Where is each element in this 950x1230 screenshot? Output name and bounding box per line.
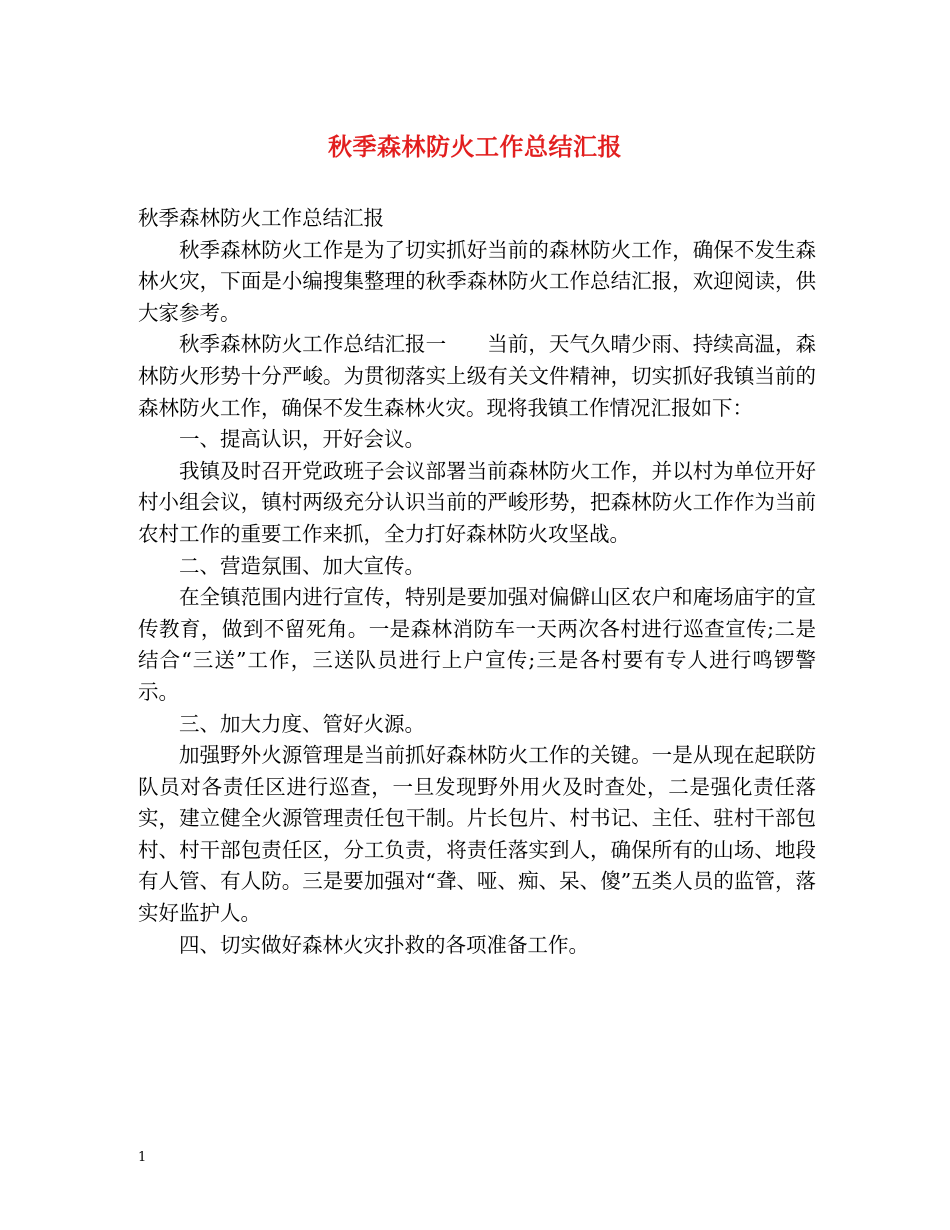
- section-body-3: 加强野外火源管理是当前抓好森林防火工作的关键。一是从现在起联防队员对各责任区进行巡查，一旦发现野外用火及时查处，二是强化责任落实，建立健全火源管理责任包干制。片长包片、村书记、主任、驻村干部包村、村干部包责任区，分工负责，将责任落实到人，确保所有的山场、地段有人管、有人防。三是要加强对“聋、哑、痴、呆、傻”五类人员的监管，落实好监护人。: [138, 743, 816, 926]
- section-heading-3: 三、加大力度、管好火源。: [179, 711, 425, 736]
- report-opening-paragraph: 秋季森林防火工作总结汇报一 当前，天气久晴少雨、持续高温，森林防火形势十分严峻。为贯彻落实上级有关文件精神，切实抓好我镇当前的森林防火工作，确保不发生森林火灾。现将我镇工作情况汇报如下：: [138, 332, 816, 420]
- subtitle-paragraph: 秋季森林防火工作总结汇报: [138, 206, 384, 230]
- document-title: 秋季森林防火工作总结汇报: [328, 132, 622, 161]
- section-body-1: 我镇及时召开党政班子会议部署当前森林防火工作，并以村为单位开好村小组会议，镇村两级充分认识当前的严峻形势，把森林防火工作作为当前农村工作的重要工作来抓，全力打好森林防火攻坚战。: [138, 458, 816, 546]
- section-body-2: 在全镇范围内进行宣传，特别是要加强对偏僻山区农户和庵场庙宇的宣传教育，做到不留死角。一是森林消防车一天两次各村进行巡查宣传;二是结合“三送”工作，三送队员进行上户宣传;三是各村要有专人进行鸣锣警示。: [138, 585, 816, 704]
- section-heading-2: 二、营造氛围、加大宣传。: [179, 553, 425, 578]
- intro-paragraph: 秋季森林防火工作是为了切实抓好当前的森林防火工作，确保不发生森林火灾，下面是小编搜集整理的秋季森林防火工作总结汇报，欢迎阅读，供大家参考。: [138, 237, 816, 325]
- section-heading-1: 一、提高认识，开好会议。: [179, 427, 425, 452]
- document-body: [138, 203, 816, 961]
- section-heading-4: 四、切实做好森林火灾扑救的各项准备工作。: [179, 932, 589, 957]
- page-number: 1: [138, 1150, 147, 1165]
